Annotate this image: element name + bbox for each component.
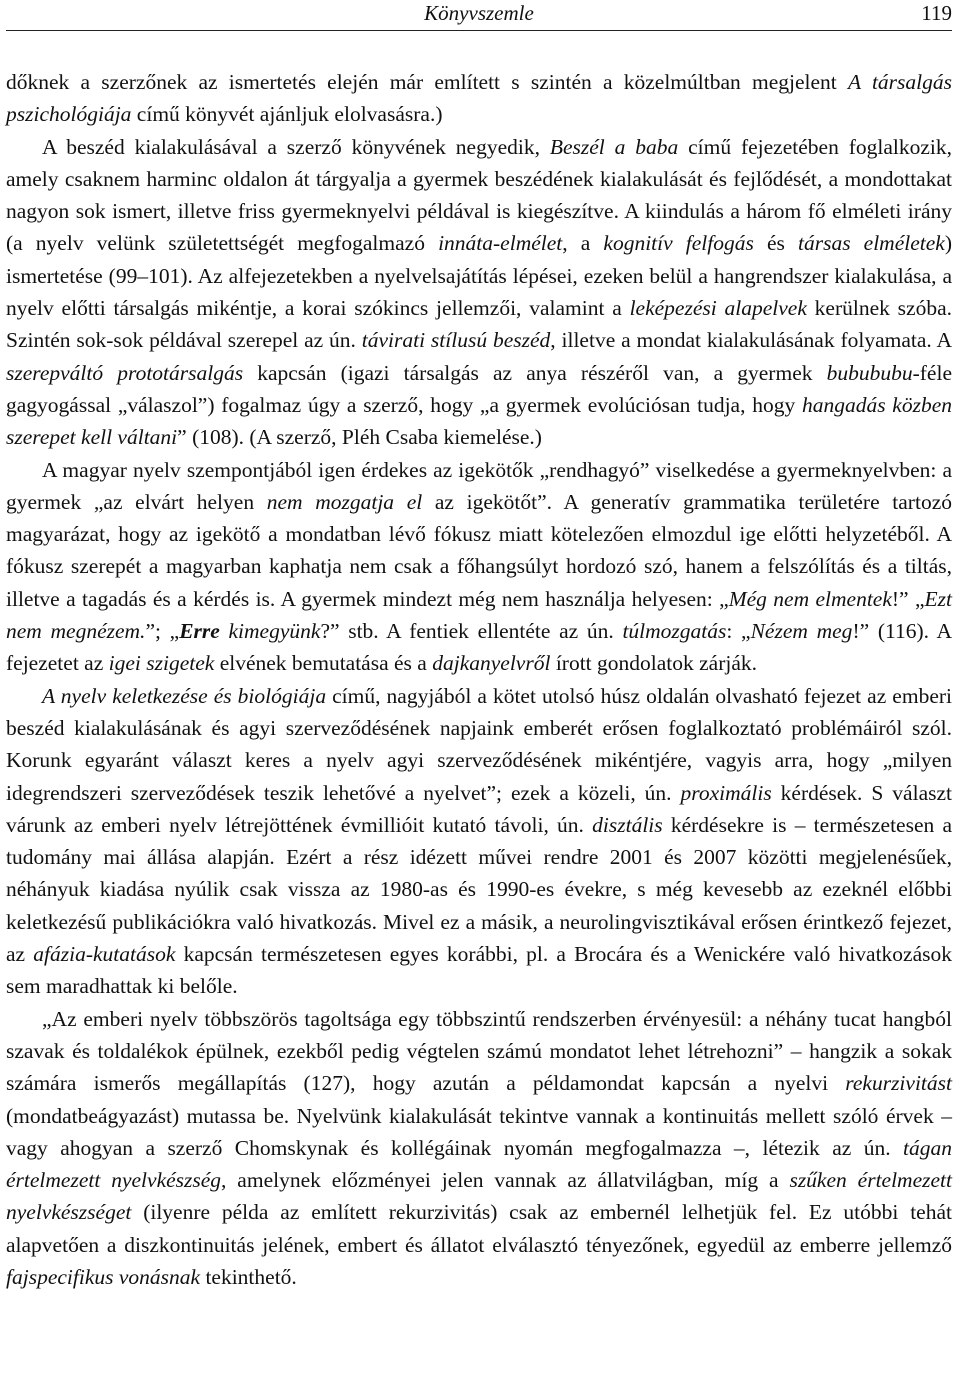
italic-text: szűken értelmezett nyelvkészséget <box>6 1168 952 1225</box>
paragraph <box>6 66 952 131</box>
italic-text: proximális <box>680 780 772 805</box>
text-run: kapcsán természetesen egyes korábbi, pl. a Brocára és a Wenickére való hivatkozások sem maradhattak ki belőle. <box>6 942 952 999</box>
italic-text: disztális <box>592 812 663 837</box>
italic-text: afázia-kutatások <box>33 942 176 967</box>
italic-text: hangadás közben szerepet kell váltani <box>6 392 952 450</box>
italic-text: nem mozgatja el <box>266 489 423 514</box>
text-run: kérdésekre is – természetesen a tudomány mai állása alapján. Ezért a rész idézett művei rendre 2001 és 2007 közötti megjelenésűek, néhányuk kiadása nyúlik csak vissza az 1980-as és 1990-es évekre, s még kevesebb az ezeknél előbbi keletkezésű publikációkra való hivatkozás. Mivel ez a másik, a neurolingvisztikával erősen érintkező fejezet, az <box>6 812 952 967</box>
italic-text: Nézem meg <box>750 619 853 644</box>
italic-text: leképezési alapelvek <box>629 296 807 321</box>
text-run: , a <box>562 231 604 256</box>
italic-text: kimegyünk <box>219 619 321 644</box>
paragraph <box>6 131 952 454</box>
italic-text: tágan értelmezett nyelvkészség <box>6 1135 952 1193</box>
text-run: !” (116). A fejezetet az <box>6 619 953 676</box>
emphasized-text: Erre <box>179 619 220 644</box>
italic-text: Ezt nem megnézem. <box>6 586 952 644</box>
italic-text: társas elméletek <box>797 231 945 256</box>
text-run: ?” stb. A fentiek ellentéte az ún. <box>320 619 623 644</box>
text-run: : „ <box>726 619 751 644</box>
italic-text: távirati stílusú beszéd <box>361 328 551 353</box>
italic-text: innáta-elmélet <box>438 231 563 256</box>
text-run: írott gondolatok zárják. <box>550 651 758 676</box>
text-run: kérdések. S választ várunk az emberi nyelv létrejöttének évmillióit kutató távoli, ún. <box>6 780 952 837</box>
text-run: kerülnek szóba. Szintén sok-sok példával szerepel az ún. <box>6 296 952 353</box>
paragraph <box>6 454 952 680</box>
text-run: ) ismertetése (99–101). Az alfejezetekben a nyelvelsajátítás lépései, ezeken belül a hangrendszer kialakulása, a nyelv előtti társalgás mikéntje, a korai szókincs jellemzői, valamint a <box>6 231 952 321</box>
italic-text <box>179 619 220 643</box>
text-run: ” (108). (A szerző, Pléh Csaba kiemelése.) <box>177 425 542 450</box>
text-run: kapcsán (igazi társalgás az anya részéről van, a gyermek <box>243 360 827 385</box>
italic-text: Még nem elmentek <box>728 586 892 611</box>
text-run: és <box>753 231 798 256</box>
italic-text: Beszél a baba <box>549 134 679 159</box>
text-run: , amelynek előzményei jelen vannak az állatvilágban, míg a <box>221 1168 790 1193</box>
italic-text: dajkanyelvről <box>432 651 551 676</box>
text-run: A beszéd kialakulásával a szerző könyvének negyedik, <box>42 134 550 159</box>
italic-text: kognitív felfogás <box>603 231 754 256</box>
italic-text: bubububu <box>826 360 913 385</box>
italic-text: szerepváltó prototársalgás <box>6 360 244 385</box>
text-run: az igekötőt”. A generatív grammatika területére tartozó magyarázat, hogy az igekötő a mondatban lévő fókusz miatt kötelezően elmozdul ige előtti helyzetéből. A fókusz szerepét a magyarban kaphatja nem csak a főhangsúlyt hordozó szó, hanem a felszólítás és a tiltás, illetve a tagadás és a kérdés is. A gyermek mindezt még nem használja helyesen: „ <box>6 489 952 611</box>
text-run: tekinthető. <box>200 1264 297 1289</box>
paragraph <box>6 1003 952 1294</box>
article-body <box>6 66 952 1293</box>
text-run: -féle gagyogással „válaszol”) fogalmaz úgy a szerző, hogy „a gyermek evolúciósan tudja, hogy <box>6 360 952 417</box>
text-run: „Az emberi nyelv többszörös tagoltsága egy többszintű rendszerben érvényesül: a néhány tucat hangból szavak és toldalékok épülnek, ezekből pedig végtelen számú mondatot lehet létrehozni” – hangzik a sokak számára ismerős megállapítás (127), hogy azután a példamondat kapcsán a nyelvi <box>6 1006 952 1096</box>
text-run: című fejezetében foglalkozik, amely csaknem harminc oldalon át tárgyalja a gyermek beszédének kialakulását és fejlődését, a mondottakat nagyon sok ismert, illetve friss gyermeknyelvi példával is kiegészítve. A kiindulás a három fő elméleti irány (a nyelv velünk születettségét megfogalmazó <box>6 134 952 256</box>
text-run: elvének bemutatása és a <box>214 651 433 676</box>
italic-text: fajspecifikus vonásnak <box>6 1264 201 1289</box>
text-run: A magyar nyelv szempontjából igen érdekes az igekötők „rendhagyó” viselkedése a gyermeknyelvben: a gyermek „az elvárt helyen <box>6 457 952 514</box>
text-run: !” „ <box>891 586 925 611</box>
italic-text: A nyelv keletkezése és biológiája <box>42 683 327 708</box>
italic-text: rekurzivitást <box>845 1071 952 1096</box>
page-number: 119 <box>921 1 952 25</box>
text-run: (mondatbeágyazást) mutassa be. Nyelvünk kialakulását tekintve vannak a kontinuitás mellett szóló érvek – vagy ahogyan a szerző Chomskynak és kollégáinak nyomán megfogalmazza –, létezik az ún. <box>6 1103 952 1160</box>
text-run: dőknek a szerzőnek az ismertetés elején már említett s szintén a közelmúltban megjelent <box>6 70 848 94</box>
italic-text: igei szigetek <box>108 651 215 676</box>
italic-text: A társalgás pszichológiája <box>6 70 953 127</box>
text-run: (ilyenre példa az említett rekurzivitás) csak az embernél lelhetjük fel. Ez utóbbi tehát alapvetően a diszkontinuitás jelének, embert és állatot elválasztó tényezőnek, egyedül az emberre jellemző <box>6 1200 952 1257</box>
paragraph <box>6 680 952 1003</box>
text-run: ”; „ <box>145 619 180 644</box>
italic-text: túlmozgatás <box>622 619 727 644</box>
running-header <box>6 0 952 31</box>
text-run: című könyvét ajánljuk elolvasásra.) <box>131 102 443 127</box>
text-run: című, nagyjából a kötet utolsó húsz oldalán olvasható fejezet az emberi beszéd kialakulásának és agyi szerveződésének napjaink emberét erősen foglalkoztató problémáiról szól. Korunk egyaránt választ keres a nyelv agyi szerveződésének mikéntjére, vagyis arra, hogy „milyen idegrendszeri szerveződések teszik lehetővé a nyelvet”; ezek a közeli, ún. <box>6 683 952 805</box>
text-run: , illetve a mondat kialakulásának folyamata. A <box>550 328 952 353</box>
journal-section-title: Könyvszemle <box>424 1 534 25</box>
